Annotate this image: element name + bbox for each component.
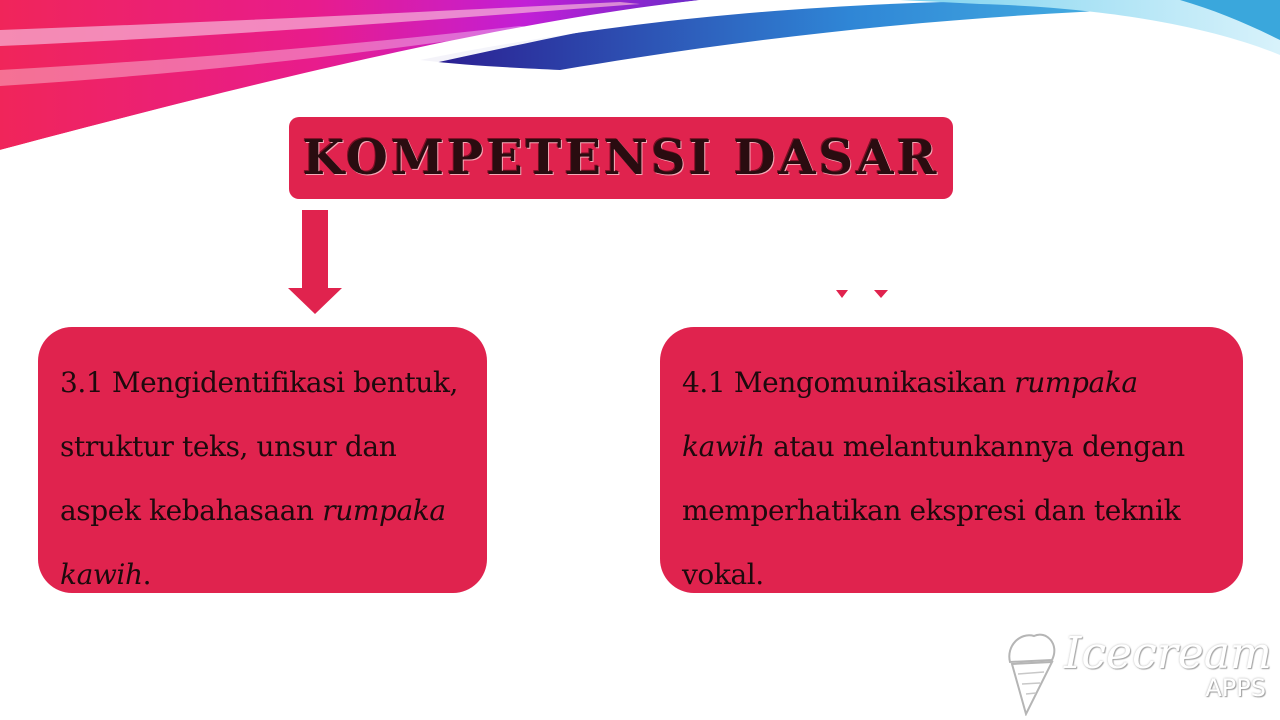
title-box (289, 117, 953, 199)
competency-card-4-1 (660, 327, 1243, 593)
competency-description-end: atau melantunkannya dengan memperhatikan ekspresi dan teknik vokal. (682, 430, 1185, 591)
competency-number: 4.1 (682, 366, 726, 399)
watermark-brand: Icecream (1064, 628, 1272, 679)
competency-text (682, 351, 1221, 607)
competency-description: Mengidentifikasi bentuk, struktur teks, unsur dan aspek kebahasaan (60, 366, 459, 527)
competency-emphasis: rumpaka kawih (682, 366, 1138, 463)
competency-card-3-1 (38, 327, 487, 593)
competency-emphasis: rumpaka kawih (60, 494, 446, 591)
arrow-down-icon (834, 286, 890, 300)
competency-description: Mengomunikasikan (725, 366, 1015, 399)
watermark-sub: APPS (1205, 674, 1266, 702)
slide-title: KOMPETENSI DASAR (302, 130, 940, 186)
competency-text (60, 351, 465, 607)
arrow-down-icon (288, 210, 344, 316)
competency-number: 3.1 (60, 366, 104, 399)
competency-description-end: . (142, 558, 152, 591)
ice-cream-cone-icon (1000, 626, 1062, 716)
watermark (998, 622, 1278, 718)
